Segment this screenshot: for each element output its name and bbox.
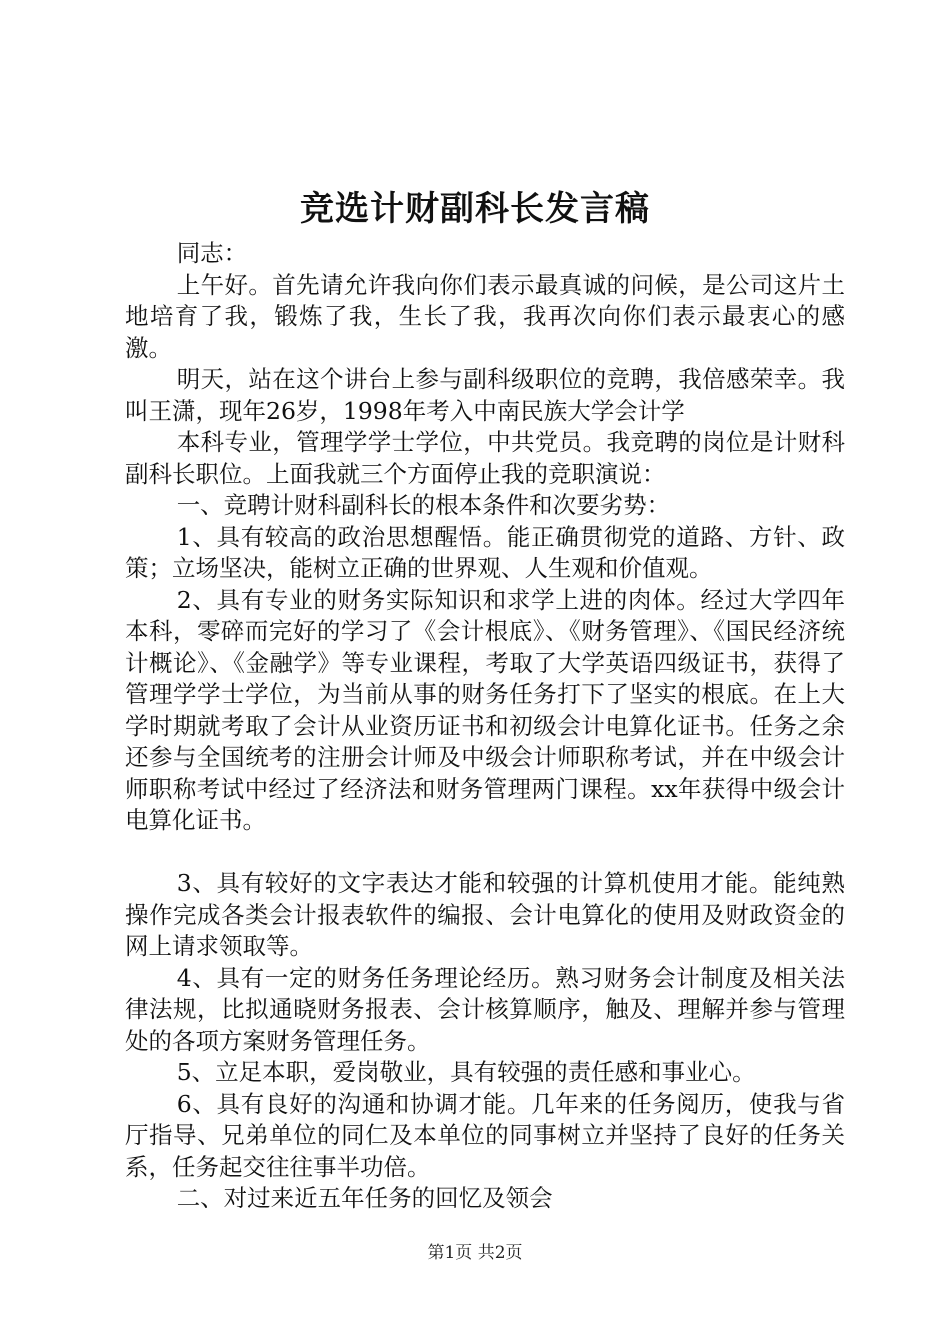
paragraph-point-2: 2、具有专业的财务实际知识和求学上进的肉体。经过大学四年本科，零碎而完好的学习了《会计根底》、《财务管理》、《国民经济统计概论》、《金融学》等专业课程，考取了大学英语四级证书，获得了管理学学士学位，为当前从事的财务任务打下了坚实的根底。在上大学时期就考取了会计从业资历证书和初级会计电算化证书。任务之余还参与全国统考的注册会计师及中级会计师职称考试，并在中级会计师职称考试中经过了经济法和财务管理两门课程。xx年获得中级会计电算化证书。 bbox=[125, 585, 845, 834]
paragraph-greeting: 上午好。首先请允许我向你们表示最真诚的问候，是公司这片土地培育了我，锻炼了我，生长了我，我再次向你们表示最衷心的感激。 bbox=[125, 270, 845, 362]
paragraph-salutation: 同志： bbox=[176, 239, 248, 267]
paragraph-introduction-continued: 本科专业，管理学学士学位，中共党员。我竞聘的岗位是计财科副科长职位。上面我就三个方面停止我的竞职演说： bbox=[125, 428, 845, 488]
section-heading-2: 二、对过来近五年任务的回忆及领会 bbox=[176, 1184, 553, 1212]
paragraph-point-3: 3、具有较好的文字表达才能和较强的计算机使用才能。能纯熟操作完成各类会计报表软件的编报、会计电算化的使用及财政资金的网上请求领取等。 bbox=[125, 869, 845, 960]
paragraph-spacer bbox=[125, 837, 845, 869]
page-title: 竞选计财副科长发言稿 bbox=[300, 189, 650, 229]
page-number-footer: 第1页 共2页 bbox=[427, 1243, 523, 1263]
section-heading-1: 一、竞聘计财科副科长的根本条件和次要劣势： bbox=[176, 491, 671, 519]
paragraph-point-4: 4、具有一定的财务任务理论经历。熟习财务会计制度及相关法律法规，比拟通晓财务报表、会计核算顺序，触及、理解并参与管理处的各项方案财务管理任务。 bbox=[125, 963, 845, 1055]
paragraph-point-6: 6、具有良好的沟通和协调才能。几年来的任务阅历，使我与省厅指导、兄弟单位的同仁及本单位的同事树立并坚持了良好的任务关系，任务起交往往事半功倍。 bbox=[125, 1089, 845, 1181]
document-body bbox=[125, 238, 845, 1215]
paragraph-point-5: 5、立足本职，爱岗敬业，具有较强的责任感和事业心。 bbox=[176, 1058, 756, 1086]
paragraph-introduction: 明天，站在这个讲台上参与副科级职位的竞聘，我倍感荣幸。我叫王潇，现年26岁，1998年考入中南民族大学会计学 bbox=[125, 365, 845, 425]
paragraph-point-1: 1、具有较高的政治思想醒悟。能正确贯彻党的道路、方针、政策；立场坚决，能树立正确的世界观、人生观和价值观。 bbox=[125, 522, 845, 582]
